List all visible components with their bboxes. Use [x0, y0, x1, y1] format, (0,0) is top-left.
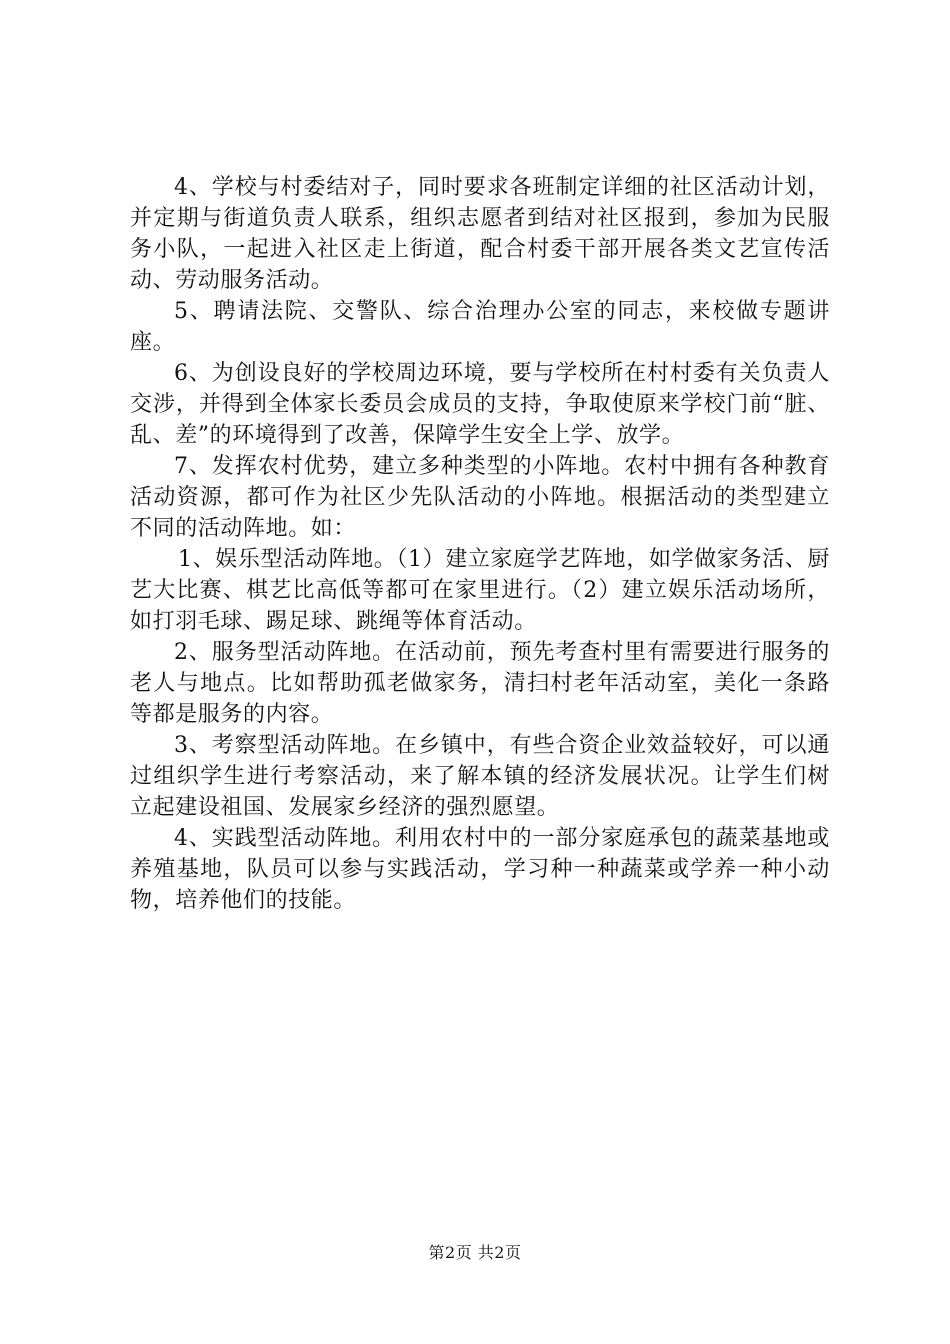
paragraph-practice-base: 4、实践型活动阵地。利用农村中的一部分家庭承包的蔬菜基地或养殖基地，队员可以参与实践活动，学习种一种蔬菜或学养一种小动物，培养他们的技能。	[130, 826, 830, 913]
paragraph-entertainment-base: 1、娱乐型活动阵地。（1）建立家庭学艺阵地，如学做家务活、厨艺大比赛、棋艺比高低等都可在家里进行。（2）建立娱乐活动场所，如打羽毛球、踢足球、跳绳等体育活动。	[130, 547, 830, 634]
paragraph-inspection-base: 3、考察型活动阵地。在乡镇中，有些合资企业效益较好，可以通过组织学生进行考察活动，来了解本镇的经济发展状况。让学生们树立起建设祖国、发展家乡经济的强烈愿望。	[130, 733, 830, 820]
paragraph-school-environment: 6、为创设良好的学校周边环境，要与学校所在村村委有关负责人交涉，并得到全体家长委员会成员的支持，争取使原来学校门前“脏、乱、差”的环境得到了改善，保障学生安全上学、放学。	[130, 361, 830, 448]
paragraph-rural-advantages: 7、发挥农村优势，建立多种类型的小阵地。农村中拥有各种教育活动资源，都可作为社区少先队活动的小阵地。根据活动的类型建立不同的活动阵地。如：	[130, 454, 830, 541]
document-body	[130, 172, 830, 916]
paragraph-invite-lectures: 5、聘请法院、交警队、综合治理办公室的同志，来校做专题讲座。	[130, 299, 830, 355]
paragraph-community-pairing: 4、学校与村委结对子，同时要求各班制定详细的社区活动计划，并定期与街道负责人联系，组织志愿者到结对社区报到，参加为民服务小队，一起进入社区走上街道，配合村委干部开展各类文艺宣传活动、劳动服务活动。	[130, 175, 830, 293]
page-number-footer: 第2页 共2页	[428, 1243, 522, 1262]
paragraph-service-base: 2、服务型活动阵地。在活动前，预先考查村里有需要进行服务的老人与地点。比如帮助孤老做家务，清扫村老年活动室，美化一条路等都是服务的内容。	[130, 640, 830, 727]
